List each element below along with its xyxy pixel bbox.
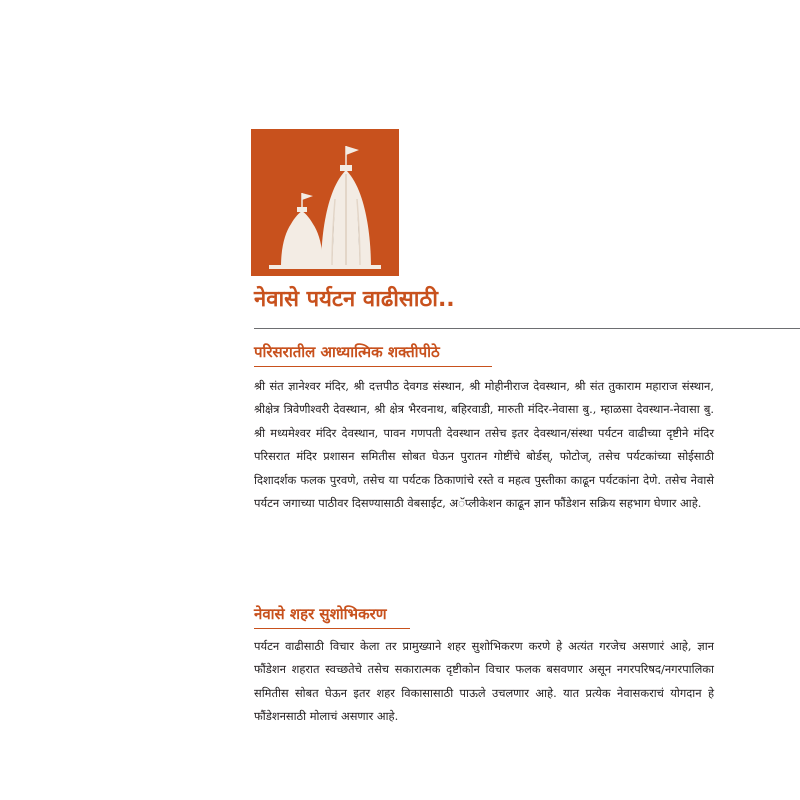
page-title: नेवासे पर्यटन वाढीसाठी.. bbox=[254, 287, 455, 312]
section-heading-city-beautification: नेवासे शहर सुशोभिकरण bbox=[254, 605, 387, 623]
section-heading-underline bbox=[254, 628, 410, 629]
section-body-spiritual-places: श्री संत ज्ञानेश्वर मंदिर, श्री दत्तपीठ देवगड संस्थान, श्री मोहीनीराज देवस्थान, श्री संत तुकाराम महाराज संस्थान, श्रीक्षेत्र त्रिवेणीश्वरी देवस्थान, श्री क्षेत्र भैरवनाथ, बहिरवाडी, मारुती मंदिर-नेवासा बु., म्हाळसा देवस्थान-नेवासा बु. श्री मध्यमेश्वर मंदिर देवस्थान, पावन गणपती देवस्थान तसेच इतर देवस्थान/संस्था पर्यटन वाढीच्या दृष्टीने मंदिर परिसरात मंदिर प्रशासन समितीस सोबत घेऊन पुरातन गोष्टींचे बोर्डस्, फोटोज्, तसेच पर्यटकांच्या सोईसाठी दिशादर्शक फलक पुरवणे, तसेच या पर्यटक ठिकाणांचे रस्ते व महत्व पुस्तीका काढून पर्यटकांना देणे. तसेच नेवासे पर्यटन जगाच्या पाठीवर दिसण्यासाठी वेबसाईट, अॅप्लीकेशन काढून ज्ञान फौंडेशन सक्रिय सहभाग घेणार आहे. bbox=[254, 379, 714, 511]
section-heading-spiritual-places: परिसरातील आध्यात्मिक शक्तीपीठे bbox=[254, 343, 440, 361]
section-body-city-beautification: पर्यटन वाढीसाठी विचार केला तर प्रामुख्याने शहर सुशोभिकरण करणे हे अत्यंत गरजेच असणारं आहे, ज्ञान फौंडेशन शहरात स्वच्छतेचे तसेच सकारात्मक दृष्टीकोन विचार फलक बसवणार असून नगरपरिषद/नगरपालिका समितीस सोबत घेऊन इतर शहर विकासासाठी पाऊले उचलणार आहे. यात प्रत्येक नेवासकराचं योगदान हे फौंडेशनसाठी मोलाचं असणार आहे. bbox=[254, 639, 714, 724]
temple-logo-icon bbox=[251, 129, 399, 276]
section-heading-underline bbox=[254, 366, 492, 367]
title-divider bbox=[254, 328, 800, 329]
